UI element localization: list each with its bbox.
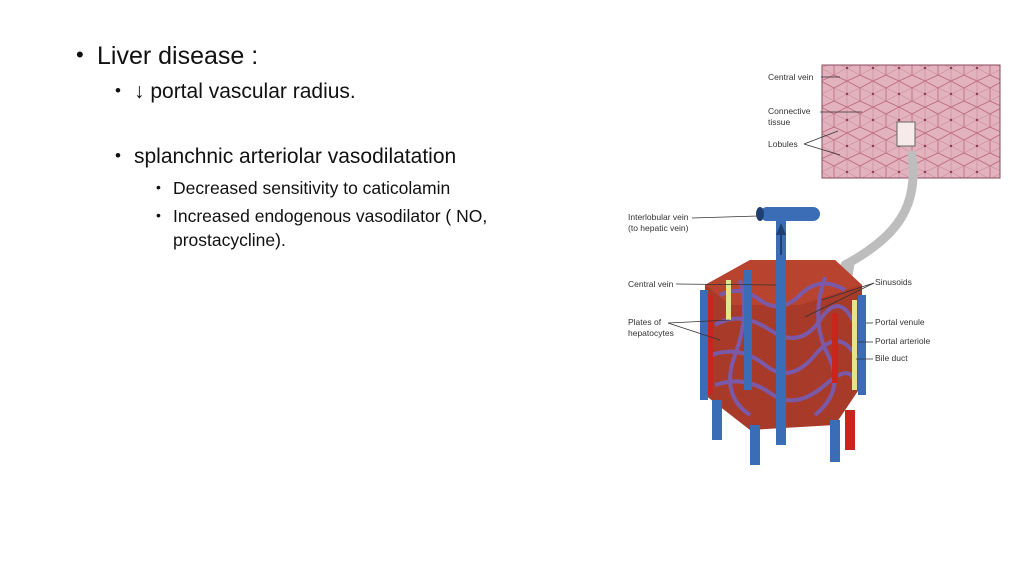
label-portal-venule: Portal venule bbox=[875, 317, 925, 327]
liver-lobule-diagram bbox=[600, 55, 1010, 485]
liver-lobule-svg bbox=[600, 55, 1010, 485]
lobule-block bbox=[700, 207, 866, 465]
bullet-decreased-sensitivity: Decreased sensitivity to caticolamin bbox=[173, 178, 451, 198]
bullet-dot: • bbox=[156, 179, 161, 195]
bullet-vasodilatation: splanchnic arteriolar vasodilatation bbox=[134, 145, 457, 168]
bullet-title: Liver disease : bbox=[97, 42, 259, 70]
bullet-dot: • bbox=[115, 81, 121, 100]
interlobular-vein bbox=[760, 207, 820, 221]
lobule-highlight bbox=[897, 122, 915, 146]
bullet-dot: • bbox=[76, 42, 84, 67]
bullet-continuation: prostacycline). bbox=[173, 230, 286, 250]
bullet-increased-vasodilator: Increased endogenous vasodilator ( NO, bbox=[173, 206, 488, 226]
bullet-dot: • bbox=[156, 207, 161, 223]
label-central-vein-top: Central vein bbox=[768, 72, 814, 82]
label-plates-1: Plates of bbox=[628, 317, 662, 327]
label-interlobular-2: (to hepatic vein) bbox=[628, 223, 689, 233]
label-connective-1: Connective bbox=[768, 106, 811, 116]
label-bile-duct: Bile duct bbox=[875, 353, 908, 363]
bullet-dot: • bbox=[115, 146, 121, 165]
label-lobules: Lobules bbox=[768, 139, 798, 149]
bullet-portal-radius: ↓ portal vascular radius. bbox=[134, 80, 356, 103]
label-portal-arteriole: Portal arteriole bbox=[875, 336, 931, 346]
label-interlobular-1: Interlobular vein bbox=[628, 212, 689, 222]
label-plates-2: hepatocytes bbox=[628, 328, 674, 338]
label-sinusoids: Sinusoids bbox=[875, 277, 912, 287]
label-connective-2: tissue bbox=[768, 117, 791, 127]
label-central-vein: Central vein bbox=[628, 279, 674, 289]
